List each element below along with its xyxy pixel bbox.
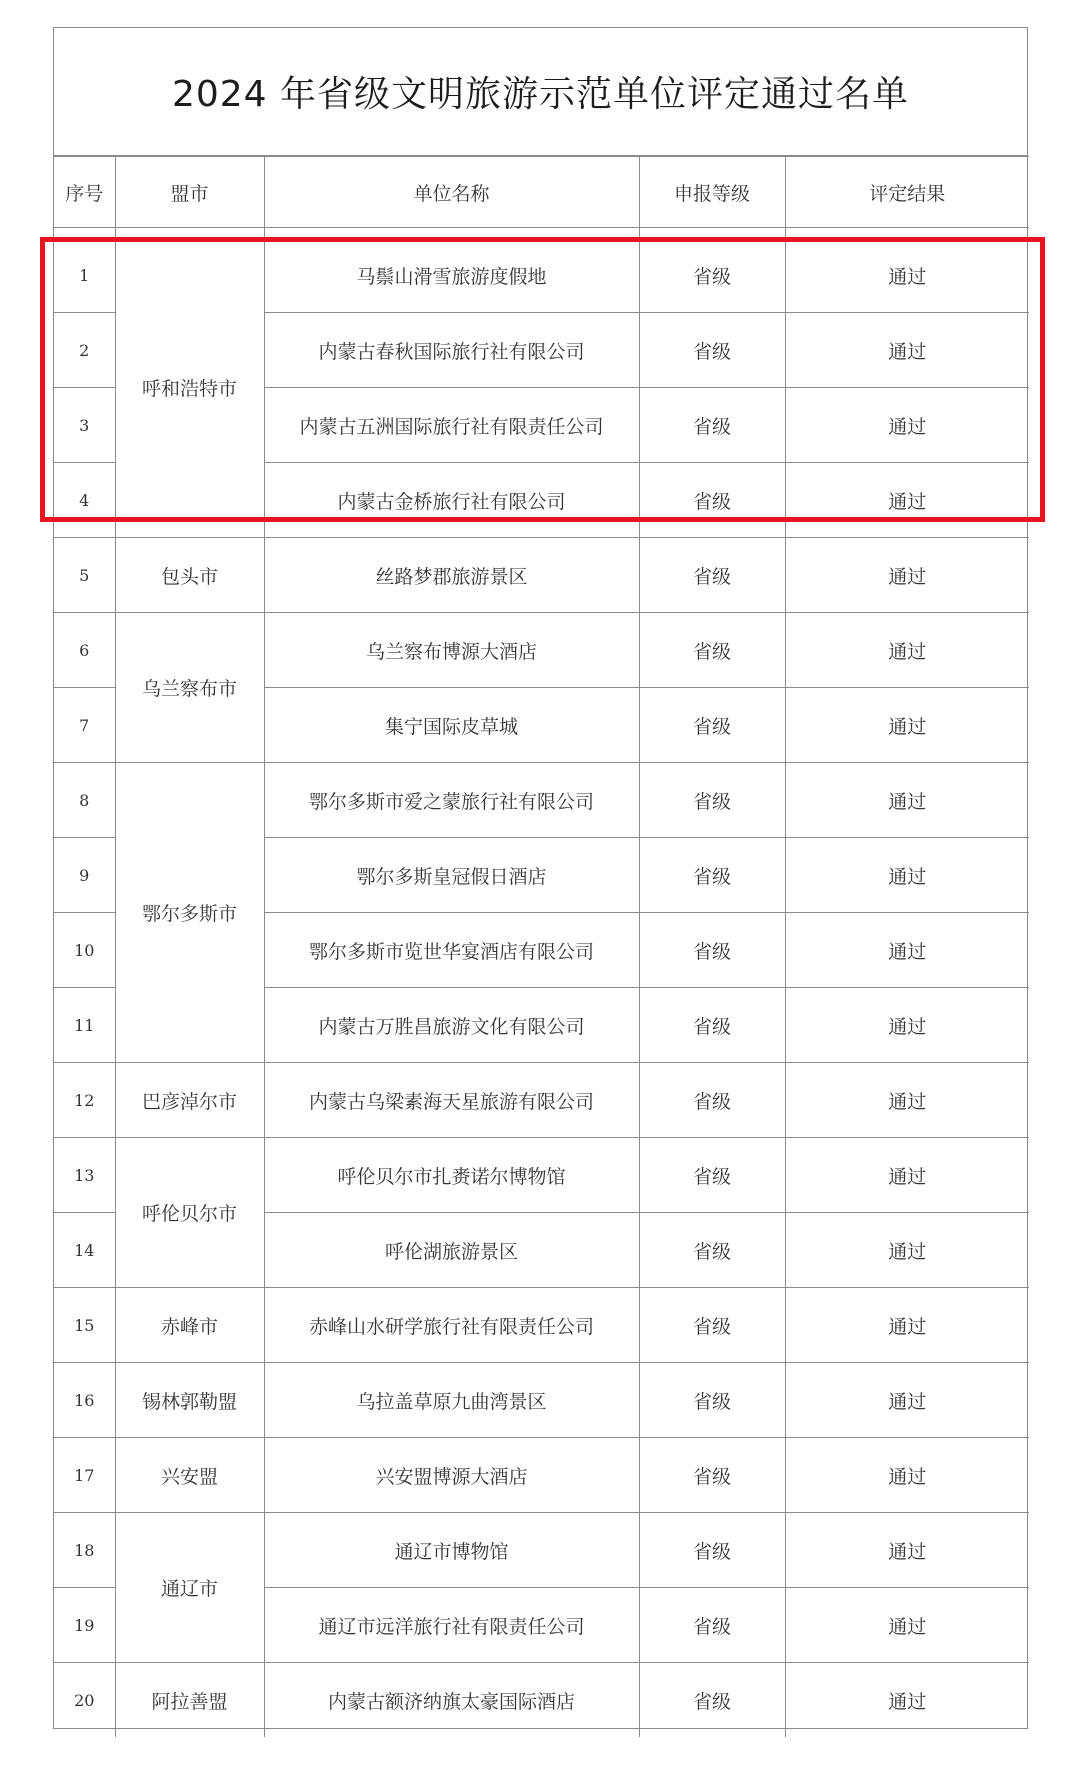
result-cell: 通过	[785, 763, 1029, 838]
level-cell: 省级	[639, 538, 785, 613]
result-cell: 通过	[785, 1438, 1029, 1513]
result-cell: 通过	[785, 1063, 1029, 1138]
header-level: 申报等级	[639, 157, 785, 228]
table-row	[54, 1438, 1029, 1513]
unit-name-cell: 鄂尔多斯市爱之蒙旅行社有限公司	[264, 763, 639, 838]
level-cell: 省级	[639, 1588, 785, 1663]
unit-name-cell: 内蒙古春秋国际旅行社有限公司	[264, 313, 639, 388]
result-cell: 通过	[785, 238, 1029, 313]
city-cell: 通辽市	[115, 1513, 264, 1663]
serial-number-cell: 19	[54, 1588, 115, 1663]
header-result: 评定结果	[785, 157, 1029, 228]
result-cell: 通过	[785, 913, 1029, 988]
unit-name-cell: 鄂尔多斯皇冠假日酒店	[264, 838, 639, 913]
table-body	[54, 228, 1029, 1738]
level-cell: 省级	[639, 1213, 785, 1288]
unit-name-cell: 呼伦湖旅游景区	[264, 1213, 639, 1288]
result-cell: 通过	[785, 1138, 1029, 1213]
level-cell: 省级	[639, 838, 785, 913]
table-row	[54, 538, 1029, 613]
serial-number-cell: 14	[54, 1213, 115, 1288]
level-cell: 省级	[639, 1513, 785, 1588]
header-unit-name: 单位名称	[264, 157, 639, 228]
unit-name-cell: 马鬃山滑雪旅游度假地	[264, 238, 639, 313]
serial-number-cell: 9	[54, 838, 115, 913]
serial-number-cell: 16	[54, 1363, 115, 1438]
result-cell: 通过	[785, 688, 1029, 763]
serial-number-cell: 18	[54, 1513, 115, 1588]
serial-number-cell: 12	[54, 1063, 115, 1138]
serial-number-cell: 20	[54, 1663, 115, 1738]
header-spacer-row	[54, 228, 1029, 238]
table-row	[54, 1138, 1029, 1213]
unit-name-cell: 兴安盟博源大酒店	[264, 1438, 639, 1513]
result-cell: 通过	[785, 1213, 1029, 1288]
city-cell: 赤峰市	[115, 1288, 264, 1363]
serial-number-cell: 2	[54, 313, 115, 388]
unit-name-cell: 呼伦贝尔市扎赉诺尔博物馆	[264, 1138, 639, 1213]
unit-name-cell: 通辽市博物馆	[264, 1513, 639, 1588]
header-serial: 序号	[54, 157, 115, 228]
city-cell: 鄂尔多斯市	[115, 763, 264, 1063]
table-row	[54, 613, 1029, 688]
document-title: 2024 年省级文明旅游示范单位评定通过名单	[54, 28, 1027, 156]
unit-name-cell: 丝路梦郡旅游景区	[264, 538, 639, 613]
result-cell: 通过	[785, 1663, 1029, 1738]
level-cell: 省级	[639, 463, 785, 538]
serial-number-cell: 7	[54, 688, 115, 763]
header-city: 盟市	[115, 157, 264, 228]
unit-name-cell: 集宁国际皮草城	[264, 688, 639, 763]
city-cell: 呼和浩特市	[115, 238, 264, 538]
serial-number-cell: 11	[54, 988, 115, 1063]
level-cell: 省级	[639, 1063, 785, 1138]
serial-number-cell: 3	[54, 388, 115, 463]
result-cell: 通过	[785, 838, 1029, 913]
level-cell: 省级	[639, 1363, 785, 1438]
serial-number-cell: 1	[54, 238, 115, 313]
result-cell: 通过	[785, 1363, 1029, 1438]
approval-list-table	[54, 156, 1029, 1737]
level-cell: 省级	[639, 763, 785, 838]
city-cell: 兴安盟	[115, 1438, 264, 1513]
table-row	[54, 763, 1029, 838]
result-cell: 通过	[785, 388, 1029, 463]
serial-number-cell: 10	[54, 913, 115, 988]
unit-name-cell: 乌拉盖草原九曲湾景区	[264, 1363, 639, 1438]
unit-name-cell: 内蒙古额济纳旗太豪国际酒店	[264, 1663, 639, 1738]
serial-number-cell: 15	[54, 1288, 115, 1363]
unit-name-cell: 内蒙古金桥旅行社有限公司	[264, 463, 639, 538]
unit-name-cell: 鄂尔多斯市览世华宴酒店有限公司	[264, 913, 639, 988]
result-cell: 通过	[785, 463, 1029, 538]
table-row	[54, 238, 1029, 313]
unit-name-cell: 内蒙古五洲国际旅行社有限责任公司	[264, 388, 639, 463]
result-cell: 通过	[785, 613, 1029, 688]
city-cell: 呼伦贝尔市	[115, 1138, 264, 1288]
result-cell: 通过	[785, 313, 1029, 388]
unit-name-cell: 内蒙古万胜昌旅游文化有限公司	[264, 988, 639, 1063]
result-cell: 通过	[785, 1288, 1029, 1363]
level-cell: 省级	[639, 613, 785, 688]
document-sheet	[53, 27, 1028, 1729]
unit-name-cell: 赤峰山水研学旅行社有限责任公司	[264, 1288, 639, 1363]
serial-number-cell: 17	[54, 1438, 115, 1513]
unit-name-cell: 内蒙古乌梁素海天星旅游有限公司	[264, 1063, 639, 1138]
result-cell: 通过	[785, 538, 1029, 613]
table-row	[54, 1288, 1029, 1363]
table-row	[54, 1513, 1029, 1588]
result-cell: 通过	[785, 1588, 1029, 1663]
serial-number-cell: 4	[54, 463, 115, 538]
level-cell: 省级	[639, 1663, 785, 1738]
serial-number-cell: 6	[54, 613, 115, 688]
level-cell: 省级	[639, 688, 785, 763]
table-header-row	[54, 157, 1029, 228]
level-cell: 省级	[639, 238, 785, 313]
city-cell: 巴彦淖尔市	[115, 1063, 264, 1138]
table-row	[54, 1363, 1029, 1438]
unit-name-cell: 通辽市远洋旅行社有限责任公司	[264, 1588, 639, 1663]
level-cell: 省级	[639, 1138, 785, 1213]
unit-name-cell: 乌兰察布博源大酒店	[264, 613, 639, 688]
serial-number-cell: 8	[54, 763, 115, 838]
serial-number-cell: 5	[54, 538, 115, 613]
table-row	[54, 1663, 1029, 1738]
table-row	[54, 1063, 1029, 1138]
city-cell: 锡林郭勒盟	[115, 1363, 264, 1438]
city-cell: 包头市	[115, 538, 264, 613]
result-cell: 通过	[785, 988, 1029, 1063]
result-cell: 通过	[785, 1513, 1029, 1588]
level-cell: 省级	[639, 388, 785, 463]
level-cell: 省级	[639, 1288, 785, 1363]
level-cell: 省级	[639, 313, 785, 388]
level-cell: 省级	[639, 988, 785, 1063]
city-cell: 阿拉善盟	[115, 1663, 264, 1738]
level-cell: 省级	[639, 1438, 785, 1513]
level-cell: 省级	[639, 913, 785, 988]
city-cell: 乌兰察布市	[115, 613, 264, 763]
serial-number-cell: 13	[54, 1138, 115, 1213]
